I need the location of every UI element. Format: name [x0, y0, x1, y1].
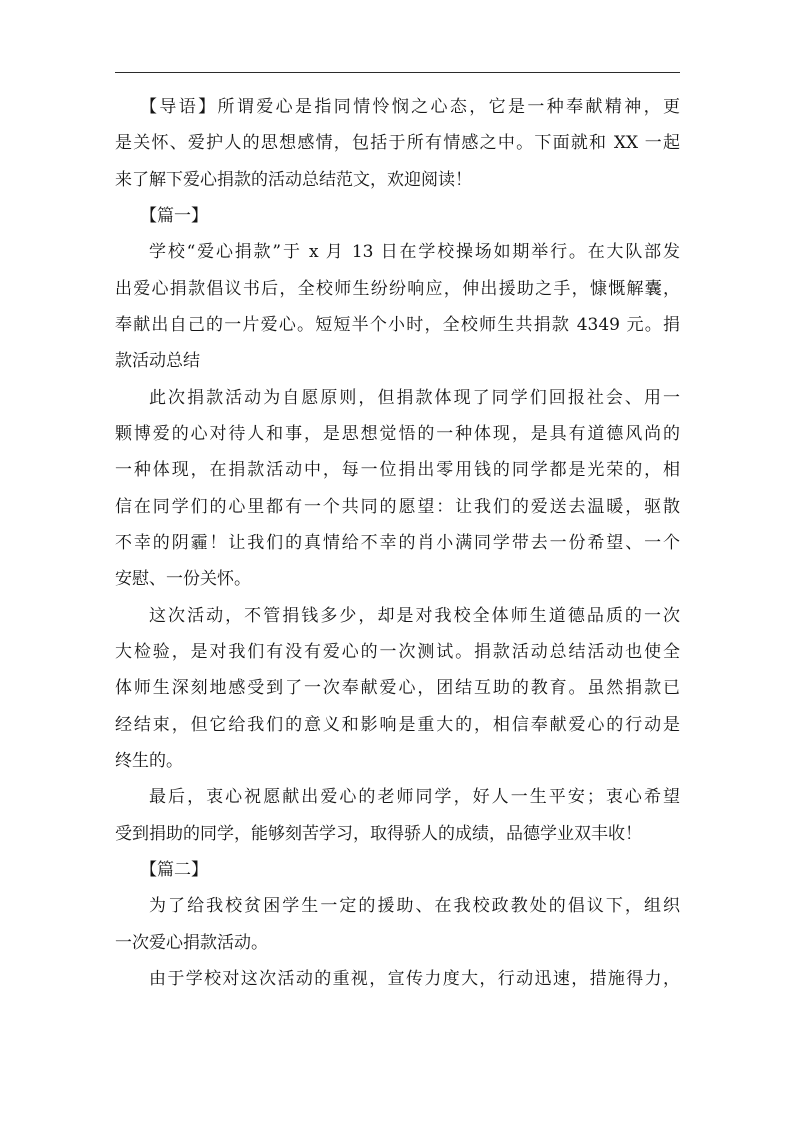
intro-paragraph	[115, 89, 680, 198]
text-line: 这次活动，不管捐钱多少，却是对我校全体师生道德品质的一次	[149, 605, 680, 626]
text-line: 此次捐款活动为自愿原则，但捐款体现了同学们回报社会、用一	[149, 387, 680, 408]
section-1-paragraph-3	[115, 598, 680, 780]
text-line: 出爱心捐款倡议书后，全校师生纷纷响应，伸出援助之手，慷慨解囊，	[115, 278, 680, 299]
section-2-heading: 【篇二】	[140, 859, 208, 880]
text-line: 经结束，但它给我们的意义和影响是重大的，相信奉献爱心的行动是	[115, 714, 680, 735]
text-line: 一种体现，在捐款活动中，每一位捐出零用钱的同学都是光荣的，相	[115, 460, 680, 481]
section-1-paragraph-2	[115, 380, 680, 598]
text-line: 终生的。	[115, 750, 183, 771]
text-line: 最后，衷心祝愿献出爱心的老师同学，好人一生平安；衷心希望	[149, 787, 680, 808]
text-line: 安慰、一份关怀。	[115, 569, 251, 590]
text-line: 款活动总结	[115, 351, 200, 372]
text-line: 一次爱心捐款活动。	[115, 932, 268, 953]
text-line: 是关怀、爱护人的思想感情，包括于所有情感之中。下面就和 XX 一起	[115, 133, 680, 154]
section-2-paragraph-1	[115, 888, 680, 961]
section-2	[115, 852, 680, 997]
document-body	[115, 89, 680, 997]
text-line: 为了给我校贫困学生一定的援助、在我校政教处的倡议下，组织	[149, 896, 680, 917]
text-line: 体师生深刻地感受到了一次奉献爱心，团结互助的教育。虽然捐款已	[115, 678, 680, 699]
section-2-paragraph-2	[115, 961, 680, 997]
text-line: 【导语】所谓爱心是指同情怜悯之心态，它是一种奉献精神，更	[140, 97, 680, 117]
section-1	[115, 198, 680, 852]
text-line: 奉献出自己的一片爱心。短短半个小时，全校师生共捐款 4349 元。捐	[115, 314, 680, 335]
text-line: 由于学校对这次活动的重视，宣传力度大，行动迅速，措施得力，	[149, 968, 680, 989]
text-line: 学校“爱心捐款”于 x 月 13 日在学校操场如期举行。在大队部发	[149, 242, 680, 263]
section-1-heading: 【篇一】	[140, 205, 208, 226]
section-1-paragraph-4	[115, 779, 680, 852]
text-line: 大检验，是对我们有没有爱心的一次测试。捐款活动总结活动也使全	[115, 641, 680, 662]
text-line: 信在同学们的心里都有一个共同的愿望：让我们的爱送去温暖，驱散	[115, 496, 680, 517]
text-line: 受到捐助的同学，能够刻苦学习，取得骄人的成绩，品德学业双丰收！	[115, 823, 642, 844]
text-line: 来了解下爱心捐款的活动总结范文，欢迎阅读！	[115, 169, 472, 190]
header-rule	[115, 72, 680, 73]
text-line: 颗博爱的心对待人和事，是思想觉悟的一种体现，是具有道德风尚的	[115, 423, 680, 444]
section-1-paragraph-1	[115, 234, 680, 379]
text-line: 不幸的阴霾！让我们的真情给不幸的肖小满同学带去一份希望、一个	[115, 532, 680, 553]
